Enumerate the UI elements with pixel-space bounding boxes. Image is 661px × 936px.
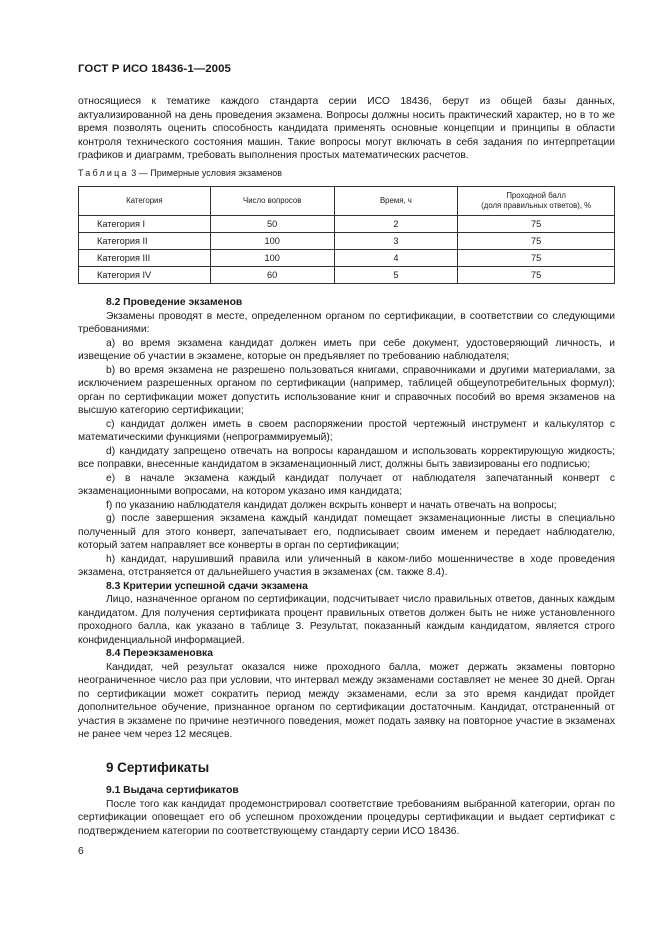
intro-paragraph-block <box>78 95 615 163</box>
intro-paragraph: относящиеся к тематике каждого стандарта серии ИСО 18436, берут из общей базы данных, актуализированной на день проведения экзамена. Вопросы должны носить практический характер, но в то же время позволять оценить способность кандидата применять основные концепции и принципы в области контроля технического состояния машин. Такие вопросы могут включать в себя задания по интерпретации графиков и диаграмм, требовать выполнения простых математических расчетов. <box>78 96 615 161</box>
list-item-h: h) кандидат, нарушивший правила или уличенный в каком-либо мошенничестве в ходе проведения экзамена, отстраняется от дальнейшего участия в экзаменах (см. также 8.4). <box>78 553 615 578</box>
cell-questions: 60 <box>210 267 334 284</box>
paragraph-8-2-intro: Экзамены проводят в месте, определенном органом по сертификации, в соответствии со следующими требованиями: <box>78 310 615 335</box>
section-heading-9-1: 9.1 Выдача сертификатов <box>106 785 239 796</box>
header-category: Категория <box>79 187 211 216</box>
cell-time: 2 <box>334 216 458 233</box>
list-item-c: c) кандидат должен иметь в своем распоряжении простой чертежный инструмент и калькулятор с математическими функциями (непрограммируемый); <box>78 418 615 443</box>
paragraph-8-3: Лицо, назначенное органом по сертификации, подсчитывает число правильных ответов, данных каждым кандидатом. Для получения сертификата процент правильных ответов должен быть не ниже установленного проходного балла, как указано в таблице 3. Результат, показанный каждым кандидатом, является строго конфиденциальной информацией. <box>78 594 615 646</box>
list-item-f: f) по указанию наблюдателя кандидат должен вскрыть конверт и начать отвечать на вопросы; <box>106 499 557 511</box>
cell-pass-score: 75 <box>458 216 615 233</box>
section-heading-8-3: 8.3 Критерии успешной сдачи экзамена <box>106 580 308 592</box>
section-9-1 <box>78 784 615 838</box>
header-pass-score <box>458 187 615 216</box>
cell-time: 4 <box>334 250 458 267</box>
table-caption-prefix: Таблица <box>78 168 129 178</box>
section-8-2-to-8-4 <box>78 296 615 742</box>
table-caption-text: — Примерные условия экзаменов <box>138 168 283 178</box>
cell-pass-score: 75 <box>458 250 615 267</box>
cell-category: Категория III <box>79 250 211 267</box>
header-pass-score-line2: (доля правильных ответов), % <box>481 201 592 210</box>
section-heading-9: 9 Сертификаты <box>106 760 210 775</box>
header-pass-score-line1: Проходной балл <box>506 191 566 200</box>
table-header-row <box>79 187 615 216</box>
section-heading-8-2: 8.2 Проведение экзаменов <box>106 297 243 308</box>
list-item-b: b) во время экзамена не разрешено пользоваться книгами, справочниками и другими материалами, за исключением разрешенных органом по сертификации (например, таблицей общеупотребительных формул); орган по сертификации может допустить использование книг и справочных пособий во время экзаменов на высшую категорию сертификации; <box>78 364 615 416</box>
list-item-a: a) во время экзамена кандидат должен иметь при себе документ, удостоверяющий личность, и извещение об участии в экзамене, которые он предъявляет по требованию наблюдателя; <box>78 337 615 362</box>
header-questions: Число вопросов <box>210 187 334 216</box>
list-item-e: e) в начале экзамена каждый кандидат получает от наблюдателя запечатанный конверт с экзаменационными вопросами, на котором указано имя кандидата; <box>78 472 615 497</box>
table-row <box>79 216 615 233</box>
table-caption <box>78 168 282 178</box>
cell-questions: 50 <box>210 216 334 233</box>
cell-pass-score: 75 <box>458 233 615 250</box>
cell-pass-score: 75 <box>458 267 615 284</box>
document-header: ГОСТ Р ИСО 18436-1—2005 <box>78 63 231 75</box>
table-row <box>79 233 615 250</box>
cell-questions: 100 <box>210 233 334 250</box>
header-time: Время, ч <box>334 187 458 216</box>
section-heading-8-4: 8.4 Переэкзаменовка <box>106 648 213 659</box>
list-item-d: d) кандидату запрещено отвечать на вопросы карандашом и использовать корректирующую жидкость; все поправки, внесенные кандидатом в экзаменационный лист, должны быть завизированы его подписью; <box>78 445 615 470</box>
exam-conditions-table <box>78 186 615 284</box>
page-number: 6 <box>78 846 84 857</box>
cell-category: Категория II <box>79 233 211 250</box>
table-row <box>79 250 615 267</box>
table-row <box>79 267 615 284</box>
cell-time: 5 <box>334 267 458 284</box>
cell-category: Категория I <box>79 216 211 233</box>
paragraph-9-1: После того как кандидат продемонстрировал соответствие требованиям выбранной категории, орган по сертификации оповещает его об успешном прохождении процедуры сертификации и выдает сертификат с подтверждением категории по соответствующему стандарту серии ИСО 18436. <box>78 798 615 837</box>
cell-questions: 100 <box>210 250 334 267</box>
paragraph-8-4: Кандидат, чей результат оказался ниже проходного балла, может держать экзамены повторно неограниченное число раз при условии, что интервал между экзаменами составляет не менее 30 дней. Орган по сертификации может сократить период между экзаменами, если за это время кандидат пройдет дополнительное обучение, признанное органом по сертификации достаточным. Кандидат, отстраненный от участия в экзамене по причине неэтичного поведения, может подать заявку на повторное участие в экзаменах не ранее чем через 12 месяцев. <box>78 661 615 740</box>
list-item-g: g) после завершения экзамена каждый кандидат помещает экзаменационные листы в специально полученный для этого конверт, запечатывает его, подписывает своим именем и передает наблюдателю, который затем направляет все конверты в орган по сертификации; <box>78 513 615 551</box>
cell-category: Категория IV <box>79 267 211 284</box>
cell-time: 3 <box>334 233 458 250</box>
table-caption-number: 3 <box>131 168 137 178</box>
